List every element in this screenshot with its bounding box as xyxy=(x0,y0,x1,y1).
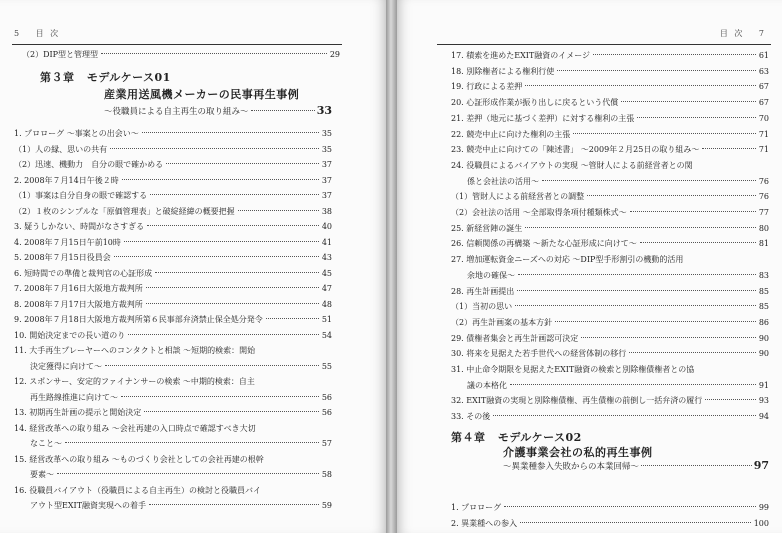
chapter-4-subtitle-row xyxy=(503,459,769,472)
left-header-rule xyxy=(12,44,342,45)
toc-entry-page: 51 xyxy=(321,315,332,324)
chapter-4-page: 97 xyxy=(753,459,769,472)
toc-entry xyxy=(14,189,332,203)
leader-dots xyxy=(510,384,756,385)
toc-entry-label: （1）当初の思い xyxy=(451,302,513,312)
toc-entry-label: 26. 信頼関係の再構築 ～新たな心証形成に向けて～ xyxy=(451,239,637,249)
leader-dots xyxy=(493,415,756,416)
toc-entry-label: 10. 開始決定までの長い道のり xyxy=(14,330,126,340)
toc-entry xyxy=(451,49,769,63)
right-page xyxy=(397,0,782,533)
leader-dots xyxy=(122,179,319,180)
leader-dots xyxy=(593,54,756,55)
chapter-4-subtitle: ～異業種参入失敗からの本業回帰～ xyxy=(503,462,640,472)
leader-dots xyxy=(266,318,319,319)
leader-dots xyxy=(517,290,756,291)
chapter-3-title1: モデルケース01 xyxy=(86,71,171,84)
toc-entry xyxy=(451,300,769,314)
leader-dots xyxy=(702,148,755,149)
chapter-4-title2: 介護事業会社の私的再生事例 xyxy=(503,446,653,459)
leader-dots xyxy=(142,132,319,133)
leader-dots xyxy=(146,303,319,304)
toc-entry-label: 7. 2008年７月16日大阪地方裁判所 xyxy=(14,284,143,293)
toc-entry-label: 2. 2008年７月14日午後２時 xyxy=(14,175,119,185)
toc-entry-page: 99 xyxy=(758,503,769,512)
toc-entry xyxy=(451,394,769,408)
toc-entry-page: 35 xyxy=(321,144,332,154)
toc-entry xyxy=(451,501,769,515)
leader-dots xyxy=(573,133,756,134)
toc-entry xyxy=(451,237,769,251)
toc-entry xyxy=(451,80,769,94)
toc-entry xyxy=(451,253,769,267)
leader-dots xyxy=(128,334,319,335)
chapter-4-heading xyxy=(451,429,582,445)
toc-entry-page: 59 xyxy=(321,501,332,510)
toc-entry xyxy=(451,96,769,110)
toc-entry-label: 33. その後 xyxy=(451,412,491,422)
leader-dots xyxy=(124,241,319,242)
toc-entry xyxy=(14,158,332,172)
leader-dots xyxy=(621,101,756,102)
leader-dots xyxy=(65,442,319,443)
right-header-rule xyxy=(437,44,771,45)
toc-entry-label: （2）１枚のシンプルな「原価管理表」と破綻経緯の概要把握 xyxy=(14,206,235,216)
chapter-4-title1: モデルケース02 xyxy=(497,431,582,444)
leader-dots xyxy=(144,411,319,412)
chapter-3-page: 33 xyxy=(316,104,332,117)
toc-entry-label: 27. 増加運転資金ニーズへの対応 ～DIP型手形割引の機動的活用 xyxy=(451,255,684,265)
toc-entry-page: 86 xyxy=(758,317,769,327)
toc-entry-page: 54 xyxy=(321,330,332,340)
toc-entry xyxy=(22,48,340,62)
toc-entry-label: 31. 中止命令期限を見据えたEXIT融資の検索と別除権債権者との協 xyxy=(451,365,695,374)
toc-entry-page: 67 xyxy=(758,82,769,92)
leader-dots xyxy=(629,352,756,353)
leader-dots xyxy=(150,194,319,195)
toc-entry xyxy=(14,313,332,327)
leader-dots xyxy=(57,473,319,474)
toc-entry-page: 71 xyxy=(758,145,769,155)
toc-entry xyxy=(14,282,332,296)
toc-entry-label: 25. 新経営陣の誕生 xyxy=(451,223,523,233)
toc-entry-label: なこと～ xyxy=(14,439,62,448)
toc-entry xyxy=(451,190,769,204)
leader-dots xyxy=(640,242,756,243)
toc-entry xyxy=(14,360,332,374)
toc-entry-label: 28. 再生計画提出 xyxy=(451,286,515,296)
toc-entry-label: 1. プロローグ ～事案との出会い～ xyxy=(14,129,139,138)
toc-entry-label: 6. 短時間での準備と裁判官の心証形成 xyxy=(14,268,153,278)
left-page-number: 5 xyxy=(14,29,22,38)
toc-entry-label: （2）再生計画案の基本方針 xyxy=(451,317,553,327)
leader-dots xyxy=(630,211,756,212)
toc-entry-page: 41 xyxy=(321,237,332,247)
chapter-3-subtitle-row xyxy=(104,104,332,117)
toc-entry-page: 45 xyxy=(321,268,332,278)
toc-entry-page: 83 xyxy=(758,270,769,280)
toc-entry xyxy=(14,453,332,467)
toc-entry-page: 38 xyxy=(321,206,332,216)
toc-entry-page: 70 xyxy=(758,113,769,123)
leader-dots xyxy=(251,110,315,111)
toc-entry-page: 40 xyxy=(321,222,332,231)
toc-entry-label: （2）DIP型と管理型 xyxy=(22,50,99,59)
leader-dots xyxy=(166,163,319,164)
leader-dots xyxy=(121,396,319,397)
toc-entry xyxy=(14,468,332,482)
toc-entry-label: 5. 2008年７月15日役員会 xyxy=(14,253,111,262)
book-gutter xyxy=(386,0,397,533)
toc-entry xyxy=(14,267,332,281)
toc-entry-page: 55 xyxy=(321,361,332,371)
leader-dots xyxy=(155,272,319,273)
toc-entry xyxy=(451,332,769,346)
toc-entry-page: 37 xyxy=(321,160,332,169)
toc-entry xyxy=(451,363,769,377)
leader-dots xyxy=(515,305,756,306)
toc-entry xyxy=(451,410,769,424)
leader-dots xyxy=(581,337,756,338)
leader-dots xyxy=(105,365,319,366)
toc-entry xyxy=(451,112,769,126)
toc-entry xyxy=(14,329,332,343)
toc-entry-page: 67 xyxy=(758,98,769,108)
leader-dots xyxy=(525,227,756,228)
toc-entry xyxy=(451,159,769,173)
toc-entry-label: 32. EXIT融資の実現と別除権債権、再生債権の前倒し一括弁済の履行 xyxy=(451,396,703,406)
toc-entry-label: 13. 初期再生計画の提示と開始決定 xyxy=(14,408,142,417)
toc-entry xyxy=(14,484,332,498)
toc-entry-page: 77 xyxy=(758,208,769,217)
toc-entry-page: 85 xyxy=(758,286,769,296)
toc-entry-page: 91 xyxy=(758,380,769,390)
leader-dots xyxy=(525,85,756,86)
toc-entry xyxy=(14,437,332,451)
toc-entry-page: 80 xyxy=(758,223,769,233)
toc-entry-label: 17. 積索を進めたEXIT融資のイメージ xyxy=(451,51,591,60)
toc-entry-label: 要素～ xyxy=(14,470,54,479)
toc-entry xyxy=(451,65,769,79)
toc-entry-page: 37 xyxy=(321,191,332,200)
toc-entry-page: 47 xyxy=(321,284,332,293)
toc-entry xyxy=(14,236,332,250)
toc-entry-page: 100 xyxy=(753,518,769,528)
toc-entry xyxy=(451,128,769,142)
toc-entry xyxy=(14,251,332,265)
toc-entry-label: 24. 役職員によるバイアウトの実現 ～管財人による前経営者との関 xyxy=(451,160,693,170)
toc-entry-page: 71 xyxy=(758,129,769,139)
chapter-3-title2: 産業用送風機メーカーの民事再生事例 xyxy=(104,88,300,101)
toc-entry-label: 16. 役職員バイアウト（役職員による自主再生）の検討と役職員バイ xyxy=(14,485,262,495)
leader-dots xyxy=(587,195,756,196)
leader-dots xyxy=(101,53,327,54)
toc-entry-label: 19. 行政による差押 xyxy=(451,82,523,92)
toc-entry-page: 81 xyxy=(758,239,769,249)
toc-entry-page: 90 xyxy=(758,349,769,359)
left-running-header xyxy=(14,28,60,39)
toc-entry-page: 85 xyxy=(758,302,769,312)
left-page xyxy=(0,0,386,533)
toc-entry xyxy=(14,499,332,513)
leader-dots xyxy=(110,148,319,149)
toc-entry-page: 94 xyxy=(758,412,769,422)
toc-entry-page: 90 xyxy=(758,333,769,343)
toc-entry-label: 係と会社法の活用～ xyxy=(451,176,539,186)
toc-entry xyxy=(451,285,769,299)
toc-entry-label: （1）事案は自分自身の眼で確認する xyxy=(14,191,148,200)
toc-entry-label: 9. 2008年７月18日大阪地方裁判所第６民事部弁済禁止保全処分発令 xyxy=(14,315,263,324)
toc-entry-label: 12. スポンサー、安定的ファイナンサーの検索 ～中期的検索：自主 xyxy=(14,377,255,386)
toc-entry xyxy=(14,174,332,188)
toc-entry-label: （1）人の縁、思いの共有 xyxy=(14,144,108,154)
toc-entry xyxy=(451,316,769,330)
toc-entry-page: 63 xyxy=(758,66,769,76)
toc-entry xyxy=(451,379,769,393)
toc-entry-label: アウト型EXIT融資実現への着手 xyxy=(14,501,147,510)
toc-entry xyxy=(14,406,332,420)
leader-dots xyxy=(518,274,756,275)
chapter-3-subtitle: ～役職員による自主再生の取り組み～ xyxy=(104,107,249,117)
toc-entry-label: 11. 大手再生プレーヤーへのコンタクトと相談 ～短期的検索：開始 xyxy=(14,346,256,355)
toc-entry xyxy=(451,175,769,189)
toc-entry-label: 14. 経営改革への取り組み ～会社再建の入口時点で確認すべき大切 xyxy=(14,423,256,433)
toc-entry-label: 2. 異業種への参入 xyxy=(451,518,518,528)
toc-entry xyxy=(14,391,332,405)
toc-entry-page: 29 xyxy=(329,50,340,59)
toc-entry-label: 21. 差押（地元に基づく差押）に対する権利の主張 xyxy=(451,113,635,123)
toc-entry-page: 58 xyxy=(321,470,332,479)
right-page-number: 7 xyxy=(758,29,766,38)
toc-entry-label: 再生路線推進に向けて～ xyxy=(14,392,118,402)
chapter-4-number: 第４章 xyxy=(451,431,486,444)
toc-entry-page: 56 xyxy=(321,408,332,417)
toc-entry-label: 18. 別除権者による権利行使 xyxy=(451,66,555,76)
toc-entry-page: 57 xyxy=(321,439,332,448)
toc-entry-label: 15. 経営改革への取り組み ～ものづくり会社としての会社再建の根幹 xyxy=(14,454,264,464)
toc-entry-label: 4. 2008年７月15日午前10時 xyxy=(14,237,121,247)
leader-dots xyxy=(520,522,751,523)
leader-dots xyxy=(238,210,319,211)
toc-entry-label: 8. 2008年７月17日大阪地方裁判所 xyxy=(14,299,143,309)
chapter-3-number: 第３章 xyxy=(40,71,75,84)
leader-dots xyxy=(555,321,756,322)
toc-entry-label: 22. 競売中止に向けた権利の主張 xyxy=(451,129,571,139)
left-running-title: 目 次 xyxy=(35,29,61,38)
leader-dots xyxy=(147,225,319,226)
toc-entry xyxy=(14,298,332,312)
leader-dots xyxy=(557,70,756,71)
toc-entry-page: 61 xyxy=(758,51,769,60)
right-running-title: 目 次 xyxy=(719,29,745,38)
toc-entry xyxy=(14,375,332,389)
right-running-header xyxy=(720,28,766,39)
toc-entry-label: 余地の確保～ xyxy=(451,270,515,280)
toc-entry xyxy=(14,205,332,219)
toc-entry xyxy=(451,347,769,361)
toc-entry xyxy=(14,220,332,234)
leader-dots xyxy=(641,465,752,466)
toc-entry xyxy=(451,222,769,236)
toc-entry-page: 56 xyxy=(321,392,332,402)
leader-dots xyxy=(146,287,319,288)
leader-dots xyxy=(114,256,319,257)
toc-entry-label: 23. 競売中止に向けての「陳述書」 ～2009年２月25日の取り組み～ xyxy=(451,145,700,155)
leader-dots xyxy=(637,117,756,118)
toc-entry-page: 93 xyxy=(758,396,769,406)
leader-dots xyxy=(149,504,319,505)
toc-entry-label: 決定獲得に向けて～ xyxy=(14,361,102,371)
toc-entry-label: 議の本格化 xyxy=(451,380,507,390)
toc-entry xyxy=(14,143,332,157)
toc-entry-label: （1）管財人による前経営者との調整 xyxy=(451,192,585,202)
toc-entry xyxy=(451,269,769,283)
toc-entry-label: （2）迅速、機動力 自分の眼で確かめる xyxy=(14,160,164,169)
toc-entry-page: 37 xyxy=(321,175,332,185)
toc-entry-page: 48 xyxy=(321,299,332,309)
toc-entry-page: 76 xyxy=(758,176,769,186)
toc-entry-page: 35 xyxy=(321,129,332,138)
toc-entry-page: 76 xyxy=(758,192,769,202)
toc-entry-label: （2）会社法の活用 ～全部取得条項付種類株式～ xyxy=(451,208,627,217)
toc-entry xyxy=(451,206,769,220)
toc-entry xyxy=(451,143,769,157)
toc-entry xyxy=(14,127,332,141)
toc-entry xyxy=(14,344,332,358)
toc-entry xyxy=(14,422,332,436)
toc-entry-page: 43 xyxy=(321,253,332,262)
toc-entry-label: 30. 将来を見据えた若手世代への経営体制の移行 xyxy=(451,349,627,359)
leader-dots xyxy=(504,506,756,507)
toc-entry-label: 29. 債権者集会と再生計画認可決定 xyxy=(451,333,579,343)
toc-entry-label: 20. 心証形成作業が振り出しに戻るという代償 xyxy=(451,98,619,108)
toc-entry-label: 3. 疑うしかない、時間がなさすぎる xyxy=(14,222,145,231)
leader-dots xyxy=(705,399,756,400)
chapter-3-heading xyxy=(40,69,171,85)
toc-entry xyxy=(451,517,769,531)
toc-entry-label: 1. プロローグ xyxy=(451,503,502,512)
leader-dots xyxy=(542,180,756,181)
